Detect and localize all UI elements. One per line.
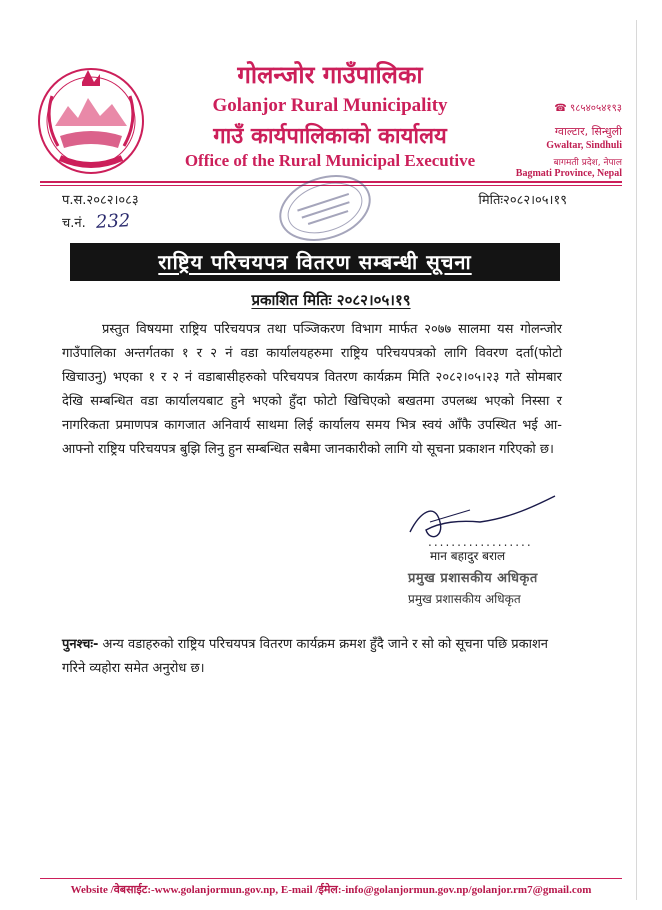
contact-province-en: Bagmati Province, Nepal [515, 168, 622, 179]
notice-title-banner [70, 243, 560, 281]
signature-line: .................. [428, 535, 533, 549]
contact-phone: ☎ ९८५४०५४१९३ [554, 103, 622, 114]
postscript [62, 633, 562, 681]
footer-contact: Website /वेबसाईट:-www.golanjormun.gov.np, E-mail /ईमेल:-info@golanjormun.gov.np/golanjor.rm7@gmail.com [70, 884, 592, 896]
contact-place-en: Gwaltar, Sindhuli [546, 140, 622, 151]
footer-rule [40, 878, 622, 879]
municipality-name-np: गोलन्जोर गाउँपालिका [237, 61, 423, 89]
office-name-np: गाउँ कार्यपालिकाको कार्यालय [213, 124, 447, 149]
notice-title: राष्ट्रिय परिचयपत्र वितरण सम्बन्धी सूचना [158, 250, 472, 274]
municipality-name-en: Golanjor Rural Municipality [212, 95, 448, 116]
signatory-name: मान बहादुर बराल [430, 549, 506, 563]
nepal-emblem-icon [30, 66, 152, 176]
dispatch-number-label: च.नं. [62, 216, 86, 231]
published-date: प्रकाशित मितिः २०८२।०५।१९ [251, 291, 411, 309]
page-edge-line [636, 20, 637, 900]
signatory-title-stamp: प्रमुख प्रशासकीय अधिकृत [408, 571, 538, 586]
dispatch-number [62, 211, 130, 232]
letter-date: मितिः२०८२।०५।१९ [478, 193, 567, 208]
contact-place-np: ग्वाल्टार, सिन्धुली [554, 125, 622, 138]
letter-serial-number: प.स.२०८२।०८३ [62, 193, 139, 208]
office-stamp-icon [270, 168, 380, 248]
signatory-title: प्रमुख प्रशासकीय अधिकृत [408, 592, 521, 606]
postscript-text: अन्य वडाहरुको राष्ट्रिय परिचयपत्र वितरण कार्यक्रम क्रमश हुँदै जाने र सो को सूचना पछि प्रकाशन गरिने व्यहोरा समेत अनुरोध छ। [62, 637, 548, 676]
notice-body: प्रस्तुत विषयमा राष्ट्रिय परिचयपत्र तथा पञ्जिकरण विभाग मार्फत २०७७ सालमा यस गोलन्जोर गाउँपालिका अन्तर्गतका १ र २ नं वडा कार्यालयहरुमा राष्ट्रिय परिचयपत्रको लागि विवरण दर्ता(फोटो खिचाउनु) भएका १ र २ नं वडाबासीहरुको परिचयपत्र वितरण कार्यक्रम मिति २०८२।०५।२३ गते सोमबार देखि सम्बन्धित वडा कार्यालयबाट हुने भएको हुँदा फोटो खिचिएको बखतमा उपलब्ध भएको निस्सा र नागरिकता प्रमाणपत्र कागजात अनिवार्य साथमा लिई कार्यालय समय भित्र स्वयं आँफै उपस्थित भई आ-आफ्नो राष्ट्रिय परिचयपत्र बुझि लिनु हुन सम्बन्धित सबैमा जानकारीको लागि यो सूचना प्रकाशन गरिएको छ। [62, 322, 562, 457]
postscript-label: पुनश्चः- [62, 637, 99, 652]
dispatch-number-handwritten: 232 [95, 210, 131, 233]
contact-province-np: बागमती प्रदेश, नेपाल [553, 158, 622, 168]
office-name-en: Office of the Rural Municipal Executive [184, 151, 476, 170]
